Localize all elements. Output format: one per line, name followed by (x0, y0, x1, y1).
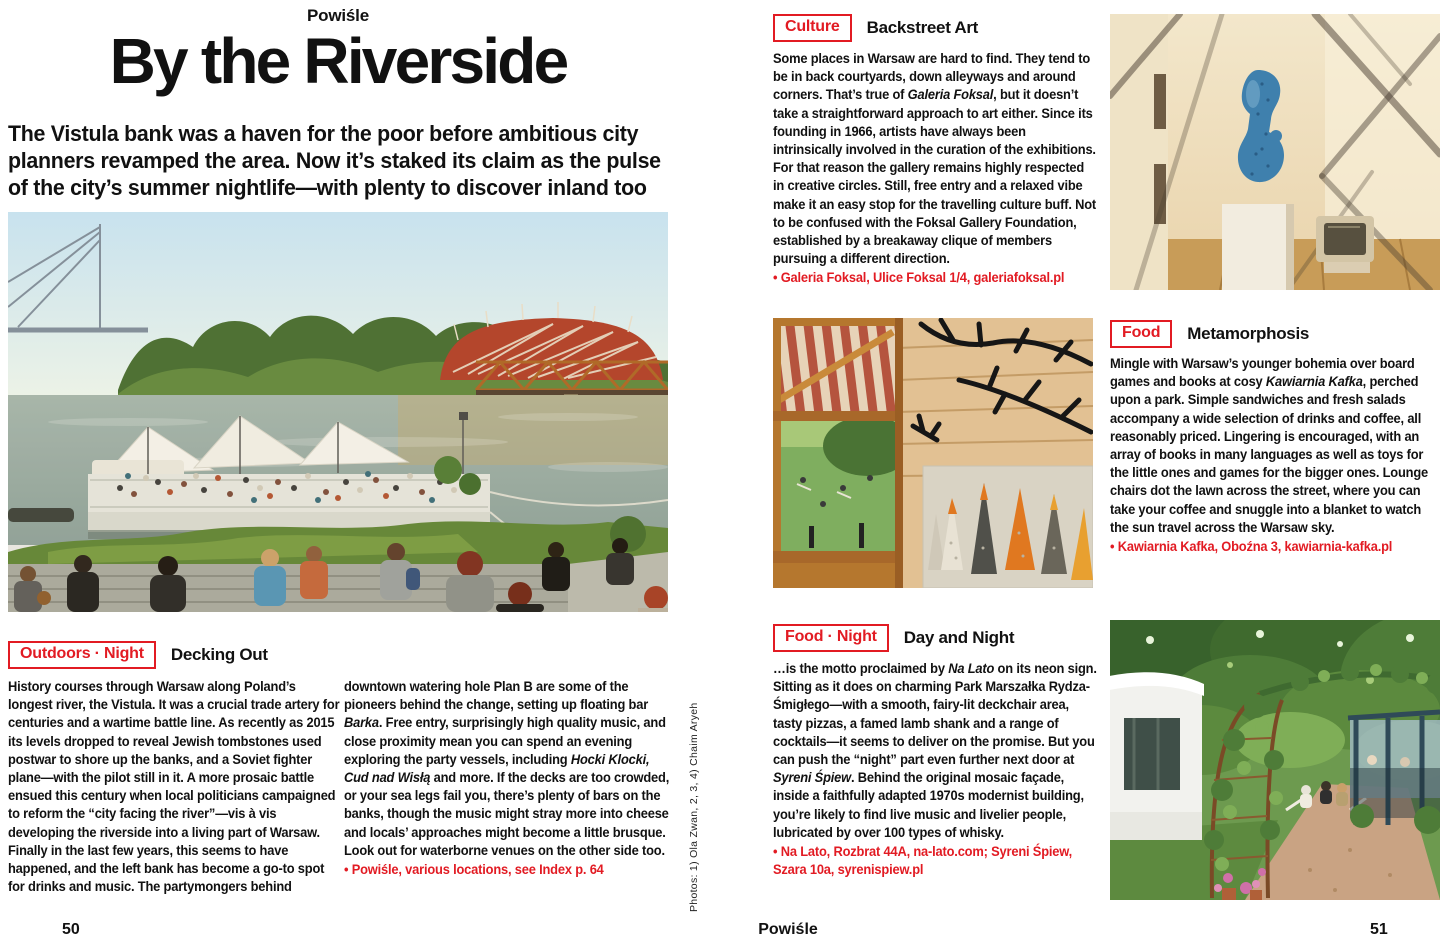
page-number-right: 51 (1370, 921, 1388, 938)
section-heading-decking-out: Decking Out (170, 645, 268, 664)
white-building (1110, 672, 1204, 840)
category-tag-food: Food (1110, 320, 1172, 348)
lawn-view (781, 416, 913, 551)
body-text: downtown watering hole Plan B are some of the pioneers behind the change, setting up floating bar Barka. Free entry, surprisingly high quality music, and close proximity mean you can spend an evening exploring the party vessels, including Hocki Klocki, Cud nad Wisłą and more. If the decks are too crowded, or your sea legs fail you, there’s plenty of bars on the banks, though the music might stray more into cheese and locals’ approaches might become a little brusque. Look out for waterborne venues on the other side too. (344, 678, 670, 858)
category-tag-outdoors-night: Outdoors · Night (8, 641, 156, 669)
cone-artwork (923, 466, 1093, 588)
section-heading-backstreet-art: Backstreet Art (866, 18, 978, 37)
address-link-galeria-foksal[interactable]: • Galeria Foksal, Ulice Foksal 1/4, galeriafoksal.pl (773, 269, 1065, 286)
address-link-kawiarnia-kafka[interactable]: • Kawiarnia Kafka, Oboźna 3, kawiarnia-kafka.pl (1110, 538, 1393, 555)
body-text: Mingle with Warsaw’s younger bohemia over board games and books at cosy Kawiarnia Kafka, perched upon a park. Simple sandwiches and fresh salads accompany a wide selection of drinks and coffee, all reasonably priced. Lingering is encouraged, with an array of books in many languages as well as toys for the little ones and games for the bigger ones. Lounge chairs dot the lawn across the street, where you can take your coffee and snuggle into a blanket to watch the sun travel across the Warsaw sky. (1110, 355, 1429, 535)
standfirst: The Vistula bank was a haven for the poor before ambitious city planners revamped the area. Now it’s staked its claim as the pulse of the city’s summer nightlife—with plenty to discover inland too (8, 121, 661, 200)
section-tag-row (773, 624, 1014, 652)
body-column-food-night (773, 659, 1097, 878)
body-column-1: History courses through Warsaw along Poland’s longest river, the Vistula. It was a crucial trade artery for centuries and a wartime battle line. As recently as 2015 its levels dropped to reveal Jewish tombstones used postwar to shore up the banks, and a Soviet fighter plane—with the pilot still in it. A more prosaic battle ensued this century when local politicians campaigned to reform the “city facing the river”—vis à vis developing the riverside into a living part of Warsaw. Finally in the last few years, this seems to have happened, and the left bank has become a go-to spot for drinks and music. The partymongers behind (8, 678, 340, 895)
photo-credit: Photos: 1) Ola Zwan, 2, 3, 4) Chaim Aryeh (688, 702, 700, 912)
section-tag-row (8, 641, 268, 669)
body-column-2 (344, 677, 677, 878)
body-text: …is the motto proclaimed by Na Lato on its neon sign. Sitting as it does on charming Park Marszałka Rydza-Śmigłego—with a smooth, fairy-lit deckchair area, tasty pizzas, a famed lamb shank and a range of cocktails—it seems to deliver on the promise. But you can push the “night” part even further next door at Syreni Śpiew. Behind the original mosaic façade, inside a faithfully adapted 1970s modernist building, you’re likely to find live music and livelier people, lubricated by over 100 types of whisky. (773, 660, 1097, 840)
address-link-na-lato-syreni-spiew[interactable]: • Na Lato, Rozbrat 44A, na-lato.com; Syreni Śpiew, Szara 10a, syrenispiew.pl (773, 843, 1073, 878)
section-heading-day-and-night: Day and Night (903, 628, 1015, 647)
hero-photo-riverside (8, 212, 668, 612)
body-column-food (1110, 354, 1443, 555)
section-tag-row (773, 14, 978, 42)
photo-gallery-sculpture (1110, 14, 1440, 290)
crt-monitor (1316, 216, 1374, 273)
body-column-culture (773, 49, 1097, 287)
page-number-left: 50 (62, 921, 80, 938)
blue-pavilion (1348, 712, 1440, 834)
gallery-illustration (1110, 14, 1440, 290)
category-tag-culture: Culture (773, 14, 852, 42)
window (773, 318, 916, 588)
page-kicker: Powiśle (307, 6, 369, 25)
riverside-illustration (8, 212, 668, 612)
garden-illustration (1110, 620, 1440, 900)
pedestal (1222, 204, 1294, 290)
cafe-interior-illustration (773, 318, 1093, 588)
photo-garden-na-lato (1110, 620, 1440, 900)
photo-cafe-interior (773, 318, 1093, 588)
category-tag-food-night: Food · Night (773, 624, 889, 652)
section-tag-row (1110, 320, 1309, 348)
body-text: Some places in Warsaw are hard to find. They tend to be in back courtyards, down alleyways and around corners. That’s true of Galeria Foksal, but it doesn’t take a straightforward approach to art either. Since its founding in 1966, artists have always been intrinsically involved in the curation of the exhibitions. For that reason the gallery remains highly respected in creative circles. Still, free entry and a relaxed vibe make it an easy stop for the travelling culture buff. Not to be confused with the Foksal Gallery Foundation, established by a breakaway clique of members pursuing a different direction. (773, 50, 1097, 267)
address-link-powisle[interactable]: • Powiśle, various locations, see Index p. 64 (344, 861, 604, 878)
page-title: By the Riverside (109, 25, 567, 97)
section-heading-metamorphosis: Metamorphosis (1187, 324, 1310, 343)
footer-section-title: Powiśle (758, 921, 818, 938)
